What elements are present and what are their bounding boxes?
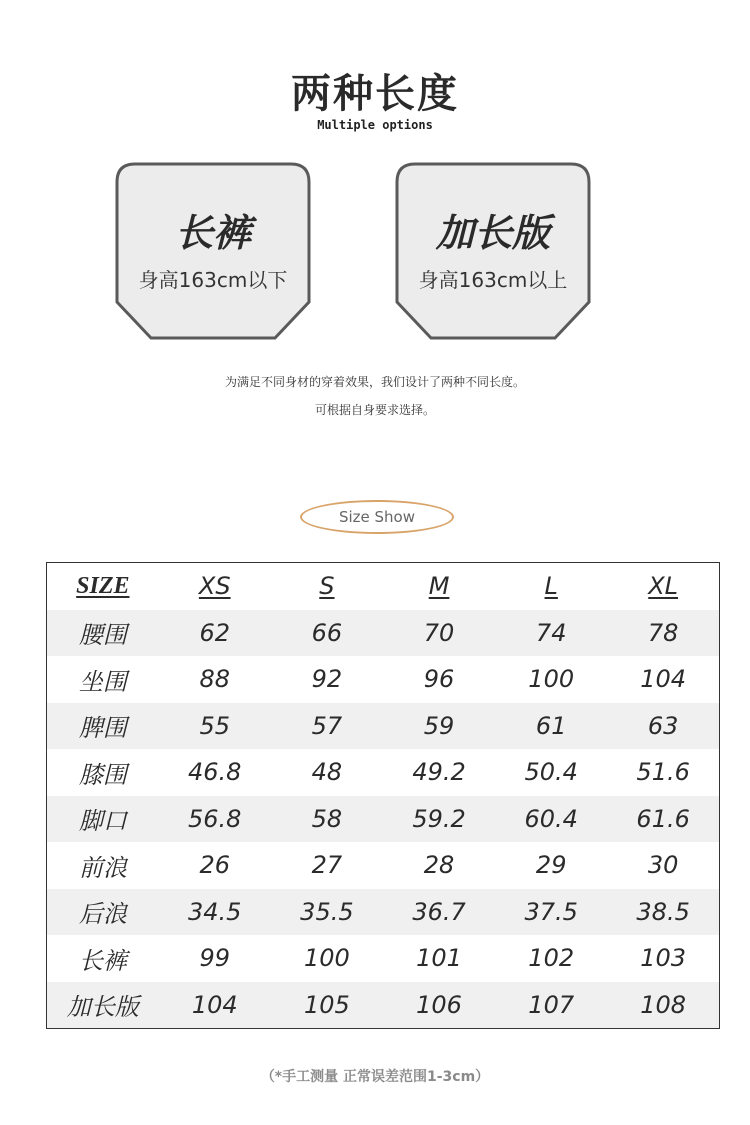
table-cell: 51.6 [636,758,690,787]
table-row [47,982,720,1029]
header-s: S [319,572,335,601]
row-label: 脾围 [47,703,159,750]
row-label: 加长版 [47,982,159,1029]
table-row [47,610,720,657]
table-cell: 63 [607,703,719,750]
header-l: L [544,572,558,601]
table-cell: 59 [383,703,495,750]
size-show-label: Size Show [300,500,454,534]
table-cell: 37.5 [495,889,607,936]
row-label: 脚口 [47,796,159,843]
table-cell: 103 [640,944,687,973]
table-cell: 106 [383,982,495,1029]
table-cell: 34.5 [159,889,271,936]
page-title: 两种长度 [291,71,459,117]
table-cell: 50.4 [524,758,578,787]
description-line-1: 为满足不同身材的穿着效果，我们设计了两种不同长度。 [224,375,525,389]
table-cell: 70 [383,610,495,657]
table-cell: 30 [647,851,679,880]
table-cell: 88 [199,665,230,694]
header-xs: XS [198,572,231,601]
table-header-row [47,563,720,610]
option-badge-long [395,162,591,340]
table-cell: 99 [199,944,230,973]
option-desc: 身高163cm以下 [138,268,288,292]
table-cell: 102 [528,944,575,973]
table-cell: 61.6 [607,796,719,843]
option-name: 长裤 [174,211,251,255]
table-cell: 96 [423,665,455,694]
table-cell: 66 [271,610,383,657]
header-size: SIZE [76,572,130,599]
table-row [47,703,720,750]
option-badge-regular [115,162,311,340]
page-subtitle: Multiple options [317,118,433,132]
measurement-footnote: （*手工测量 正常误差范围1-3cm） [260,1069,490,1085]
table-cell: 35.5 [271,889,383,936]
table-cell: 108 [607,982,719,1029]
table-cell: 92 [311,665,343,694]
table-cell: 28 [423,851,455,880]
table-row [47,889,720,936]
row-label: 后浪 [47,889,159,936]
table-row [47,842,720,889]
row-label: 长裤 [78,946,127,975]
table-cell: 46.8 [188,758,242,787]
table-cell: 78 [607,610,719,657]
option-name: 加长版 [435,211,550,255]
table-cell: 107 [495,982,607,1029]
table-cell: 104 [640,665,687,694]
table-cell: 27 [311,851,343,880]
table-cell: 58 [271,796,383,843]
row-label: 前浪 [78,853,127,882]
table-cell: 62 [159,610,271,657]
row-label: 坐围 [78,667,127,696]
row-label: 膝围 [78,760,127,789]
table-row [47,935,720,982]
table-cell: 105 [271,982,383,1029]
row-label: 腰围 [47,610,159,657]
table-cell: 49.2 [412,758,466,787]
table-cell: 61 [495,703,607,750]
table-cell: 59.2 [383,796,495,843]
table-cell: 38.5 [607,889,719,936]
option-desc: 身高163cm以上 [418,268,568,292]
table-cell: 60.4 [495,796,607,843]
table-cell: 104 [159,982,271,1029]
table-cell: 56.8 [159,796,271,843]
table-row [47,656,720,703]
table-cell: 55 [159,703,271,750]
table-row [47,749,720,796]
table-row [47,796,720,843]
table-cell: 74 [495,610,607,657]
table-cell: 29 [535,851,567,880]
table-cell: 26 [199,851,230,880]
size-table [46,562,720,1029]
table-cell: 48 [311,758,343,787]
table-cell: 36.7 [383,889,495,936]
table-cell: 101 [416,944,462,973]
table-cell: 57 [271,703,383,750]
header-xl: XL [648,572,679,601]
description-line-2: 可根据自身要求选择。 [314,403,435,417]
header-m: M [428,572,450,601]
table-cell: 100 [528,665,575,694]
table-cell: 100 [303,944,350,973]
